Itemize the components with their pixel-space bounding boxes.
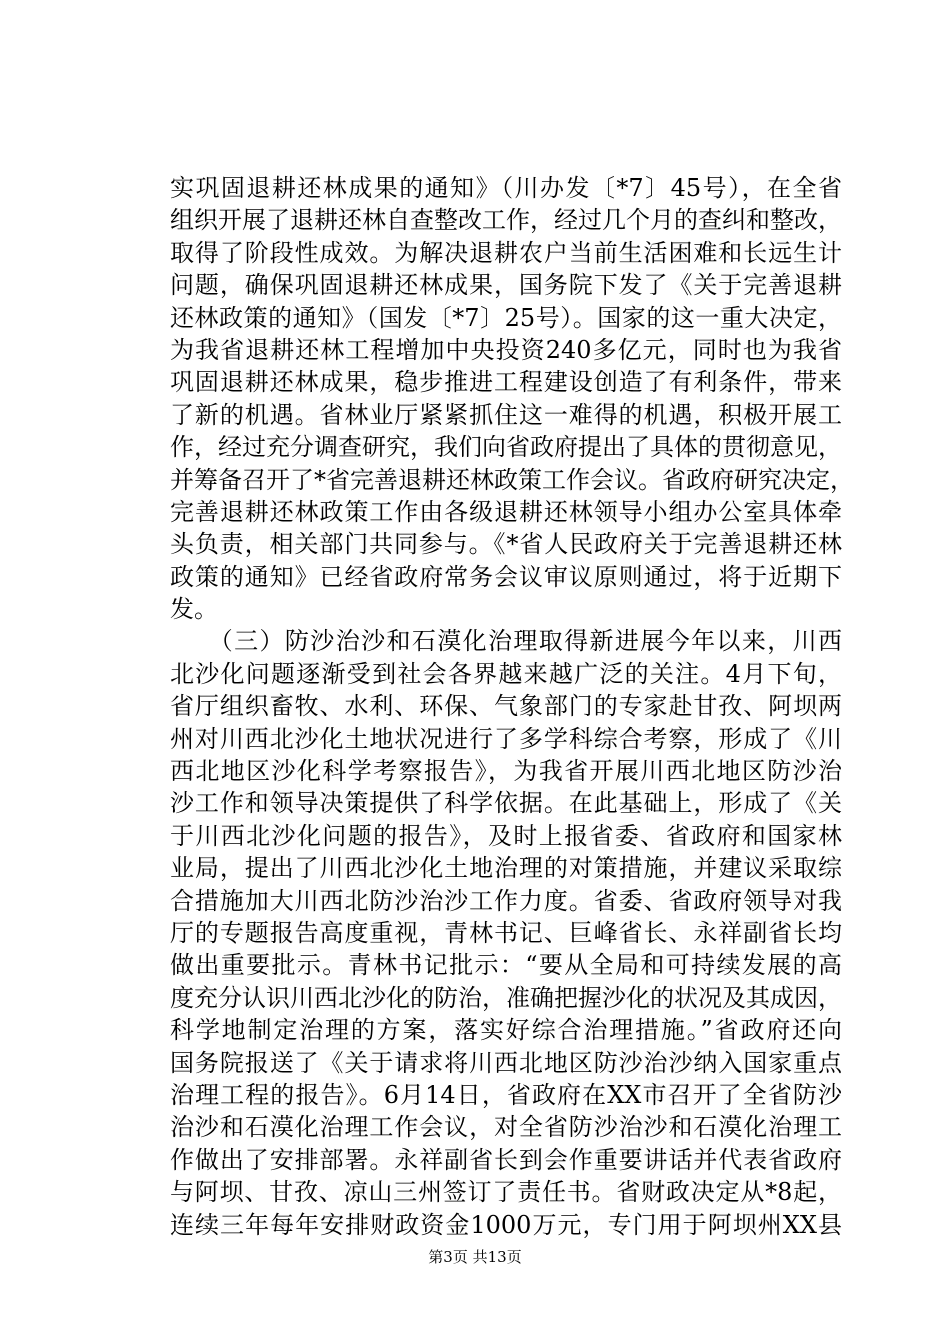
text-line: 政策的通知》已经省政府常务会议审议原则通过，将于近期下 [170, 562, 842, 591]
text-line: 合措施加大川西北防沙治沙工作力度。省委、省政府领导对我 [170, 886, 842, 915]
section-heading-line: （三）防沙治沙和石漠化治理取得新进展今年以来，川西 [170, 627, 842, 656]
text-line: 北沙化问题逐渐受到社会各界越来越广泛的关注。4月下旬， [170, 659, 842, 688]
text-line: 治理工程的报告》。6月14日，省政府在XX市召开了全省防沙 [170, 1080, 842, 1109]
text-line: 完善退耕还林政策工作由各级退耕还林领导小组办公室具体牵 [170, 497, 842, 526]
text-line: 作做出了安排部署。永祥副省长到会作重要讲话并代表省政府 [170, 1145, 842, 1174]
text-line: 西北地区沙化科学考察报告》，为我省开展川西北地区防沙治 [170, 757, 842, 786]
text-line: 治沙和石漠化治理工作会议，对全省防沙治沙和石漠化治理工 [170, 1113, 842, 1142]
text-line: 巩固退耕还林成果，稳步推进工程建设创造了有利条件，带来 [170, 368, 842, 397]
text-line: 问题，确保巩固退耕还林成果，国务院下发了《关于完善退耕 [170, 271, 842, 300]
text-line: 与阿坝、甘孜、凉山三州签订了责任书。省财政决定从*8起， [170, 1178, 842, 1207]
page-number-footer: 第3页 共13页 [428, 1248, 522, 1266]
text-line: 业局，提出了川西北沙化土地治理的对策措施，并建议采取综 [170, 854, 842, 883]
text-line: 度充分认识川西北沙化的防治，准确把握沙化的状况及其成因， [170, 983, 842, 1012]
text-line: 科学地制定治理的方案，落实好综合治理措施。”省政府还向 [170, 1016, 842, 1045]
text-line: 于川西北沙化问题的报告》，及时上报省委、省政府和国家林 [170, 821, 842, 850]
text-line: 为我省退耕还林工程增加中央投资240多亿元，同时也为我省 [170, 335, 842, 364]
text-line: 组织开展了退耕还林自查整改工作，经过几个月的查纠和整改， [170, 206, 842, 235]
text-line: 作，经过充分调查研究，我们向省政府提出了具体的贯彻意见， [170, 433, 842, 462]
text-line: 沙工作和领导决策提供了科学依据。在此基础上，形成了《关 [170, 789, 842, 818]
text-line: 省厅组织畜牧、水利、环保、气象部门的专家赴甘孜、阿坝两 [170, 692, 842, 721]
text-line: 头负责，相关部门共同参与。《*省人民政府关于完善退耕还林 [170, 530, 842, 559]
text-line: 发。 [170, 595, 218, 624]
text-line: 了新的机遇。省林业厅紧紧抓住这一难得的机遇，积极开展工 [170, 400, 842, 429]
text-line: 国务院报送了《关于请求将川西北地区防沙治沙纳入国家重点 [170, 1048, 842, 1077]
body-text [170, 172, 854, 1241]
text-line: 实巩固退耕还林成果的通知》（川办发〔*7〕45号），在全省 [170, 174, 842, 202]
text-line: 还林政策的通知》（国发〔*7〕25号）。国家的这一重大决定， [170, 303, 842, 332]
text-line: 做出重要批示。青林书记批示：“要从全局和可持续发展的高 [170, 951, 842, 980]
text-line: 连续三年每年安排财政资金1000万元，专门用于阿坝州XX县 [170, 1210, 842, 1239]
text-line: 并筹备召开了*省完善退耕还林政策工作会议。省政府研究决定， [170, 465, 854, 494]
text-line: 州对川西北沙化土地状况进行了多学科综合考察，形成了《川 [170, 724, 842, 753]
text-line: 厅的专题报告高度重视，青林书记、巨峰省长、永祥副省长均 [170, 918, 842, 947]
text-line: 取得了阶段性成效。为解决退耕农户当前生活困难和长远生计 [170, 238, 842, 267]
